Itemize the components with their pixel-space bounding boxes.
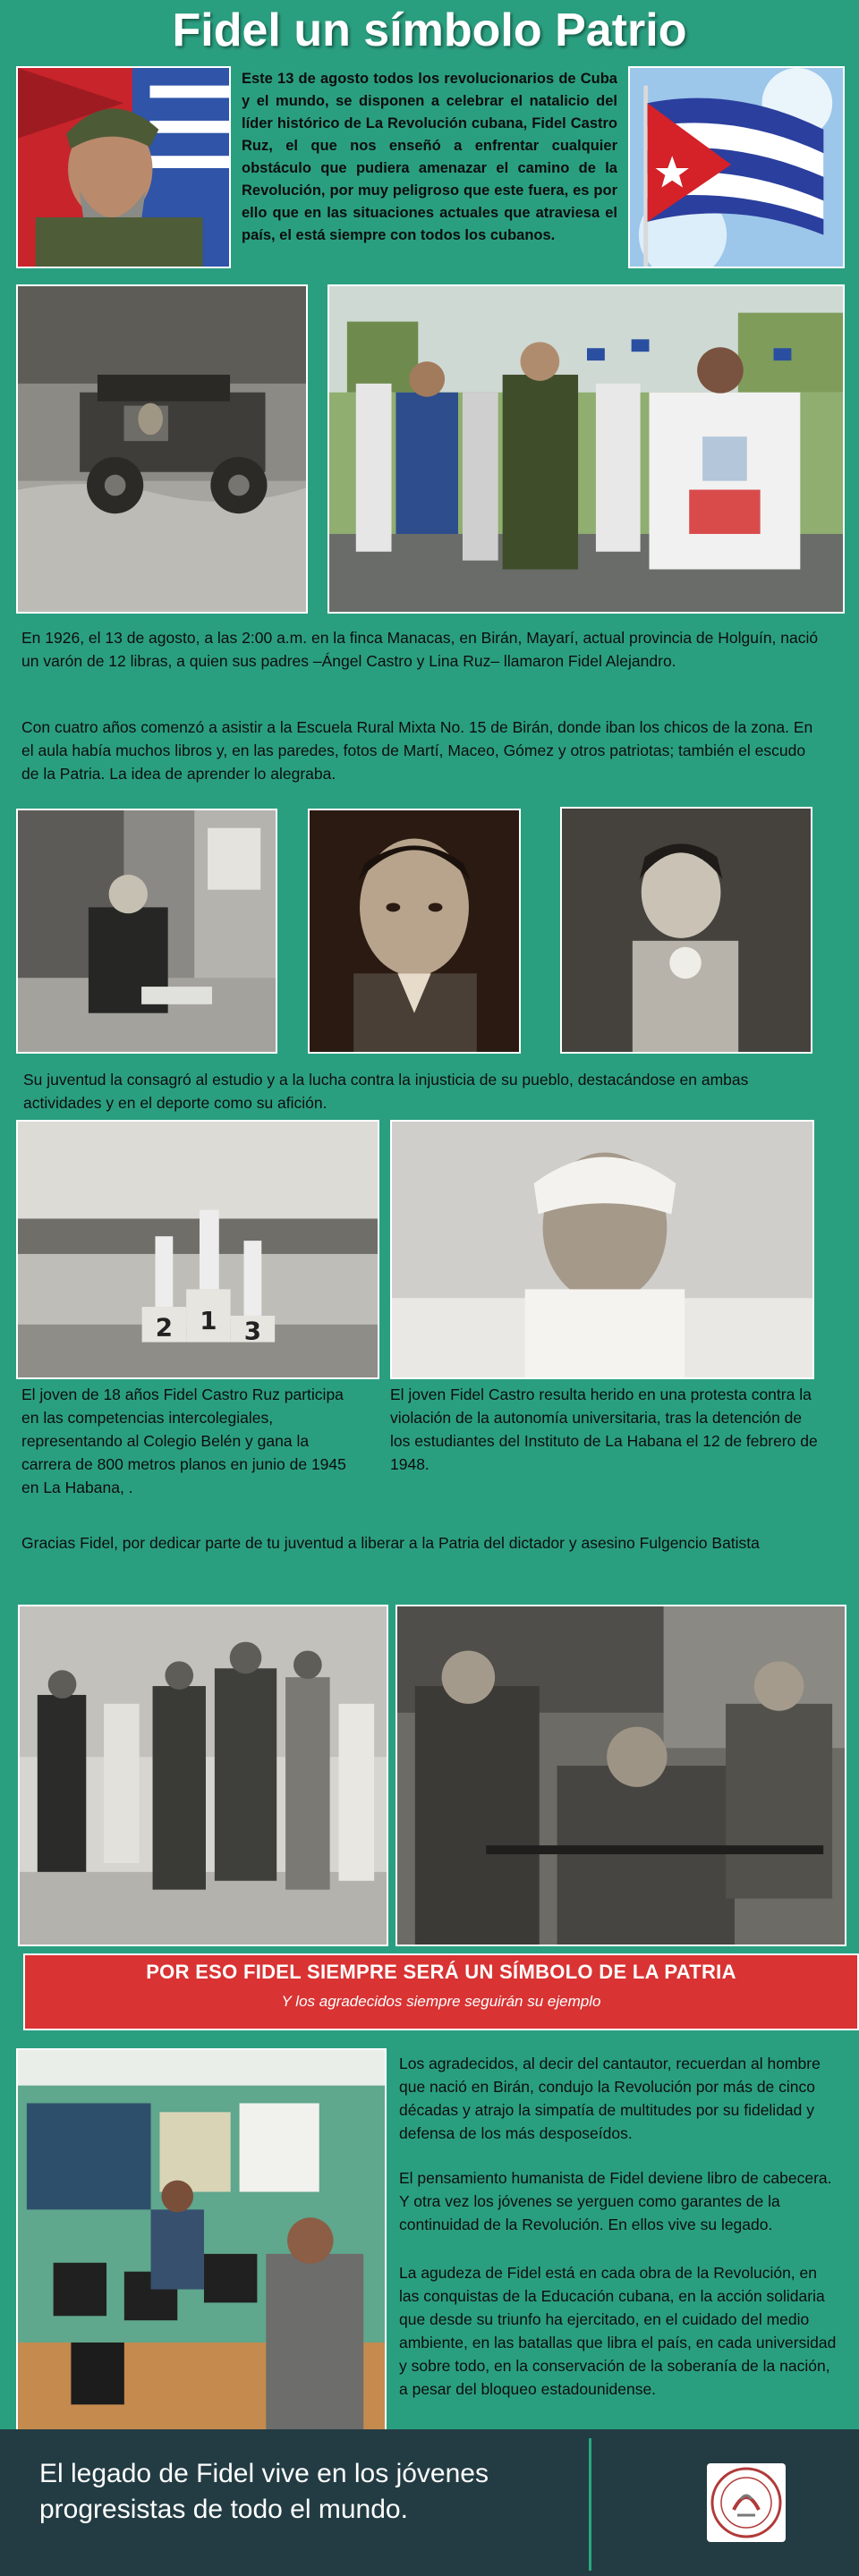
school-paragraph: Con cuatro años comenzó a asistir a la Escuela Rural Mixta No. 15 de Birán, donde iban los chicos de la zona. En el aula había muchos libros y, en las paredes, fotos de Martí, Maceo, Gómez y otros patriotas; también el escudo de la Patria. La idea de aprender lo alegraba. <box>21 718 813 783</box>
cuban-flag-photo <box>628 66 845 268</box>
child-portrait-photo <box>308 809 521 1054</box>
footer-text: El legado de Fidel vive en los jóvenes progresistas de todo el mundo. <box>39 2459 489 2524</box>
podium-race-photo <box>16 1120 379 1379</box>
page-title: Fidel un símbolo Patrio <box>172 4 687 56</box>
intro-paragraph: Este 13 de agosto todos los revolucionarios de Cuba y el mundo, se disponen a celebrar el natalicio del líder histórico de La Revolución cubana, Fidel Castro Ruz, el que nos enseñó a enfrentar cualquier obstáculo que pudiera amenazar el camino de la Revolución, por muy peligroso que este fuera, es por ello que en las situaciones actuales que atraviesa el país, el está siempre con todos los cubanos. <box>242 71 617 243</box>
sports-caption: El joven de 18 años Fidel Castro Ruz participa en las competencias intercolegiales, representando al Colegio Belén y gana la carrera de 800 metros planos en junio de 1945 en La Habana, . <box>21 1385 346 1496</box>
institution-logo-icon <box>707 2463 786 2542</box>
birth-paragraph: En 1926, el 13 de agosto, a las 2:00 a.m. en la finca Manacas, en Birán, Mayarí, actual provincia de Holguín, nació un varón de 12 libras, a quien sus padres –Ángel Castro y Lina Ruz– llamaron Fidel Alejandro. <box>21 629 819 670</box>
thanks-paragraph: Gracias Fidel, por dedicar parte de tu juventud a liberar a la Patria del dictador y asesino Fulgencio Batista <box>21 1534 760 1552</box>
footer-divider <box>589 2438 591 2571</box>
street-arrest-photo <box>18 1605 388 1946</box>
jeep-flood-photo <box>16 284 308 614</box>
legacy-paragraph-2: El pensamiento humanista de Fidel deviene libro de cabecera. Y otra vez los jóvenes se yerguen como garantes de la continuidad de la Revolución. En ellos vive su legado. <box>399 2169 832 2233</box>
guerrilla-photo <box>395 1605 846 1946</box>
child-sitting-photo <box>16 809 277 1054</box>
banner-headline: POR ESO FIDEL SIEMPRE SERÁ UN SÍMBOLO DE LA PATRIA <box>146 1961 736 1983</box>
computer-lab-photo <box>16 2048 387 2436</box>
youth-paragraph: Su juventud la consagró al estudio y a la lucha contra la injusticia de su pueblo, destacándose en ambas actividades y en el deporte como su afición. <box>23 1071 749 1112</box>
toddler-photo <box>560 807 812 1054</box>
march-crowd-photo <box>327 284 845 614</box>
symbol-banner <box>23 1953 859 2030</box>
legacy-paragraph-3: La agudeza de Fidel está en cada obra de la Revolución, en las conquistas de la Educación cubana, en la acción solidaria que desde su triunfo ha ejercitado, en el cuidado del medio ambiente, en las batallas que libra el país, en cada universidad y sobre todo, en la conservación de la soberanía de la nación, a pesar del bloqueo estadounidense. <box>399 2264 837 2398</box>
podium-number-1: 1 <box>200 1305 217 1335</box>
legacy-paragraph-1: Los agradecidos, al decir del cantautor, recuerdan al hombre que nació en Birán, condujo la Revolución por más de cinco décadas y atrajo la simpatía de multitudes por su fidelidad y defensa de los más desposeídos. <box>399 2055 821 2142</box>
podium-number-3: 3 <box>243 1316 262 1346</box>
fidel-portrait-photo <box>16 66 231 268</box>
banner-subline: Y los agradecidos siempre seguirán su ejemplo <box>281 1993 601 2010</box>
protest-caption: El joven Fidel Castro resulta herido en una protesta contra la violación de la autonomía universitaria, tras la detención de los estudiantes del Instituto de La Habana el 12 de febrero de 1948. <box>390 1385 818 1473</box>
podium-number-2: 2 <box>155 1312 174 1343</box>
injured-fidel-photo <box>390 1120 814 1379</box>
